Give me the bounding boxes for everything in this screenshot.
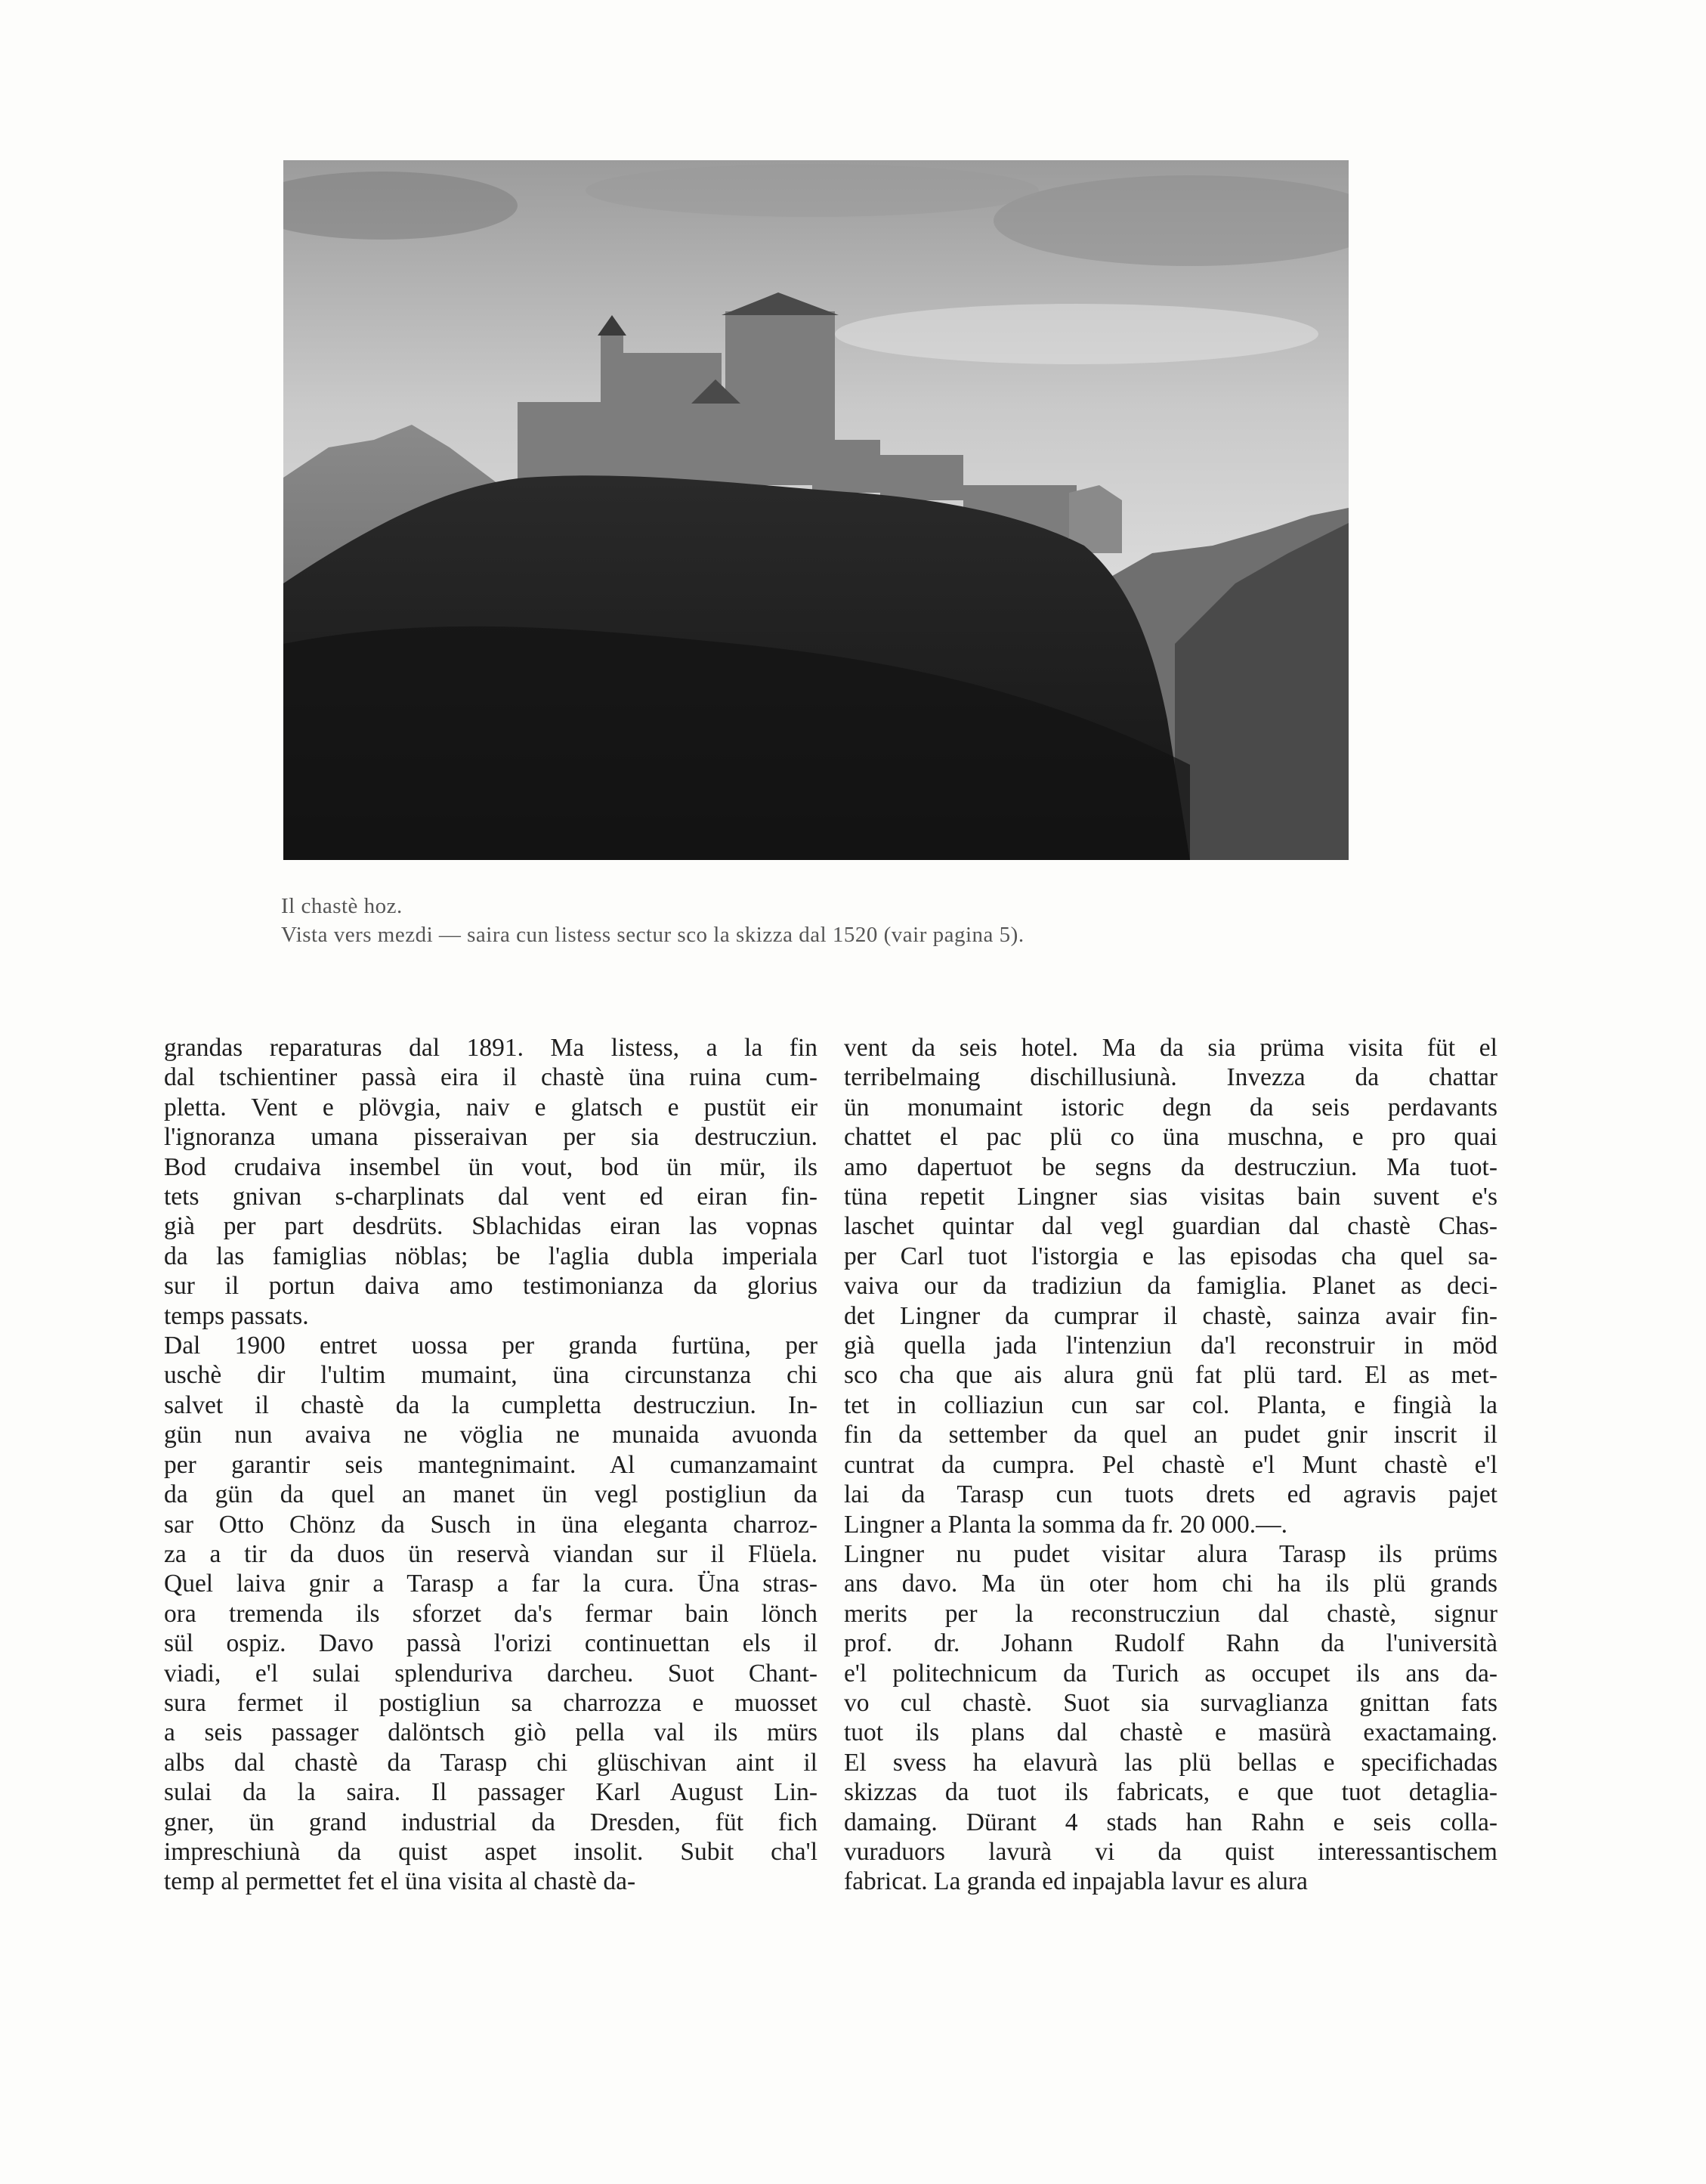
text-line: sül ospiz. Davo passà l'orizi continuettan els il <box>164 1629 817 1658</box>
text-line: El svess ha elavurà las plü bellas e specifichadas <box>844 1748 1497 1777</box>
text-line: damaing. Dürant 4 stads han Rahn e seis colla- <box>844 1808 1497 1836</box>
text-line: vuraduors lavurà vi da quist interessantischem <box>844 1837 1497 1866</box>
text-line: cuntrat da cumpra. Pel chastè e'l Munt chastè e'l <box>844 1450 1497 1479</box>
text-line: vaiva our da tradiziun da famiglia. Planet as deci- <box>844 1272 1497 1301</box>
text-line: fabricat. La granda ed inpajabla lavur es alura <box>844 1867 1308 1896</box>
text-line: l'ignoranza umana pisseraivan per sia destrucziun. <box>164 1123 817 1152</box>
text-line: vo cul chastè. Suot sia survaglianza gnittan fats <box>844 1688 1497 1717</box>
text-line: chattet el pac plü co üna muschna, e pro quai <box>844 1123 1497 1152</box>
text-line: sar Otto Chönz da Susch in üna eleganta charroz- <box>164 1510 817 1539</box>
text-line: sco cha que ais alura gnü fat plü tard. El as met- <box>844 1361 1497 1390</box>
text-line: skizzas da tuot ils fabricats, e que tuot detaglia- <box>844 1778 1497 1807</box>
text-line: ans davo. Ma ün oter hom chi ha ils plü grands <box>844 1570 1497 1598</box>
text-line: albs dal chastè da Tarasp chi glüschivan aint il <box>164 1748 817 1777</box>
text-line: za a tir da duos ün reservà viandan sur il Flüela. <box>164 1539 817 1568</box>
castle-photograph <box>283 160 1349 860</box>
text-line: Bod crudaiva insembel ün vout, bod ün mür, ils <box>164 1152 817 1181</box>
figure-caption <box>281 892 1414 949</box>
text-line: amo dapertuot be segns da destrucziun. Ma tuot- <box>844 1152 1497 1181</box>
text-column-left <box>164 1033 817 1897</box>
text-line: gün nun avaiva ne vöglia ne munaida avuonda <box>164 1421 817 1449</box>
text-line: pletta. Vent e plövgia, naiv e glatsch e pustüt eir <box>164 1093 817 1121</box>
text-line: tuot ils plans dal chastè e masürà exactamaing. <box>844 1718 1497 1747</box>
text-line: viadi, e'l sulai splenduriva darcheu. Suot Chant- <box>164 1659 817 1687</box>
text-line: fin da settember da quel an pudet gnir inscrit il <box>844 1421 1497 1449</box>
text-line: merits per la reconstrucziun dal chastè, signur <box>844 1599 1497 1628</box>
text-line: già quella jada l'intenziun da'l reconstruir in möd <box>844 1332 1497 1360</box>
text-line: prof. dr. Johann Rudolf Rahn da l'università <box>844 1629 1497 1658</box>
caption-line: Il chastè hoz. <box>281 894 403 918</box>
text-line: tets gnivan s-charplinats dal vent ed eiran fin- <box>164 1183 817 1211</box>
text-line: per garantir seis mantegnimaint. Al cumanzamaint <box>164 1450 817 1479</box>
text-line: ün monumaint istoric degn da seis perdavants <box>844 1093 1497 1121</box>
text-line: tet in colliaziun cun sar col. Planta, e fingià la <box>844 1391 1497 1419</box>
text-line: da gün da quel an manet ün vegl postigliun da <box>164 1480 817 1509</box>
text-line: lai da Tarasp cun tuots drets ed agravis pajet <box>844 1480 1497 1509</box>
text-line: Quel laiva gnir a Tarasp a far la cura. Üna stras- <box>164 1570 817 1598</box>
text-line: sur il portun daiva amo testimonianza da glorius <box>164 1272 817 1301</box>
text-line: ora tremenda ils sforzet da's fermar bain lönch <box>164 1599 817 1628</box>
text-line: det Lingner da cumprar il chastè, sainza avair fin- <box>844 1301 1497 1330</box>
text-line: Lingner a Planta la somma da fr. 20 000.—. <box>844 1510 1288 1539</box>
text-line: dal tschientiner passà eira il chastè üna ruina cum- <box>164 1063 817 1092</box>
text-line: Lingner nu pudet visitar alura Tarasp ils prüms <box>844 1539 1497 1568</box>
text-line: a seis passager dalöntsch giò pella val ils mürs <box>164 1718 817 1747</box>
text-line: Dal 1900 entret uossa per granda furtüna, per <box>164 1332 817 1360</box>
text-line: salvet il chastè da la cumpletta destrucziun. In- <box>164 1391 817 1419</box>
caption-line: Vista vers mezdi — saira cun listess sectur sco la skizza dal 1520 (vair pagina 5). <box>281 923 1025 947</box>
text-line: uschè dir l'ultim mumaint, üna circunstanza chi <box>164 1361 817 1390</box>
text-line: sura fermet il postigliun sa charrozza e muosset <box>164 1688 817 1717</box>
text-line: grandas reparaturas dal 1891. Ma listess, a la fin <box>164 1034 817 1062</box>
text-line: da las famiglias nöblas; be l'aglia dubla imperiala <box>164 1242 817 1270</box>
text-line: per Carl tuot l'istorgia e las episodas cha quel sa- <box>844 1242 1497 1270</box>
text-line: sulai da la saira. Il passager Karl August Lin- <box>164 1778 817 1807</box>
text-column-right <box>844 1033 1497 1897</box>
text-line: terribelmaing dischillusiunà. Invezza da chattar <box>844 1063 1497 1092</box>
text-line: e'l politechnicum da Turich as occupet ils ans da- <box>844 1659 1497 1687</box>
text-line: temp al permettet fet el üna visita al chastè da- <box>164 1867 636 1896</box>
text-line: gner, ün grand industrial da Dresden, füt fich <box>164 1808 817 1836</box>
text-line: laschet quintar dal vegl guardian dal chastè Chas- <box>844 1212 1497 1241</box>
text-line: tüna repetit Lingner sias visitas bain suvent e's <box>844 1183 1497 1211</box>
text-line: già per part desdrüts. Sblachidas eiran las vopnas <box>164 1212 817 1241</box>
text-line: temps passats. <box>164 1301 309 1330</box>
text-line: vent da seis hotel. Ma da sia prüma visita füt el <box>844 1034 1497 1062</box>
text-line: impreschiunà da quist aspet insolit. Subit cha'l <box>164 1837 817 1866</box>
